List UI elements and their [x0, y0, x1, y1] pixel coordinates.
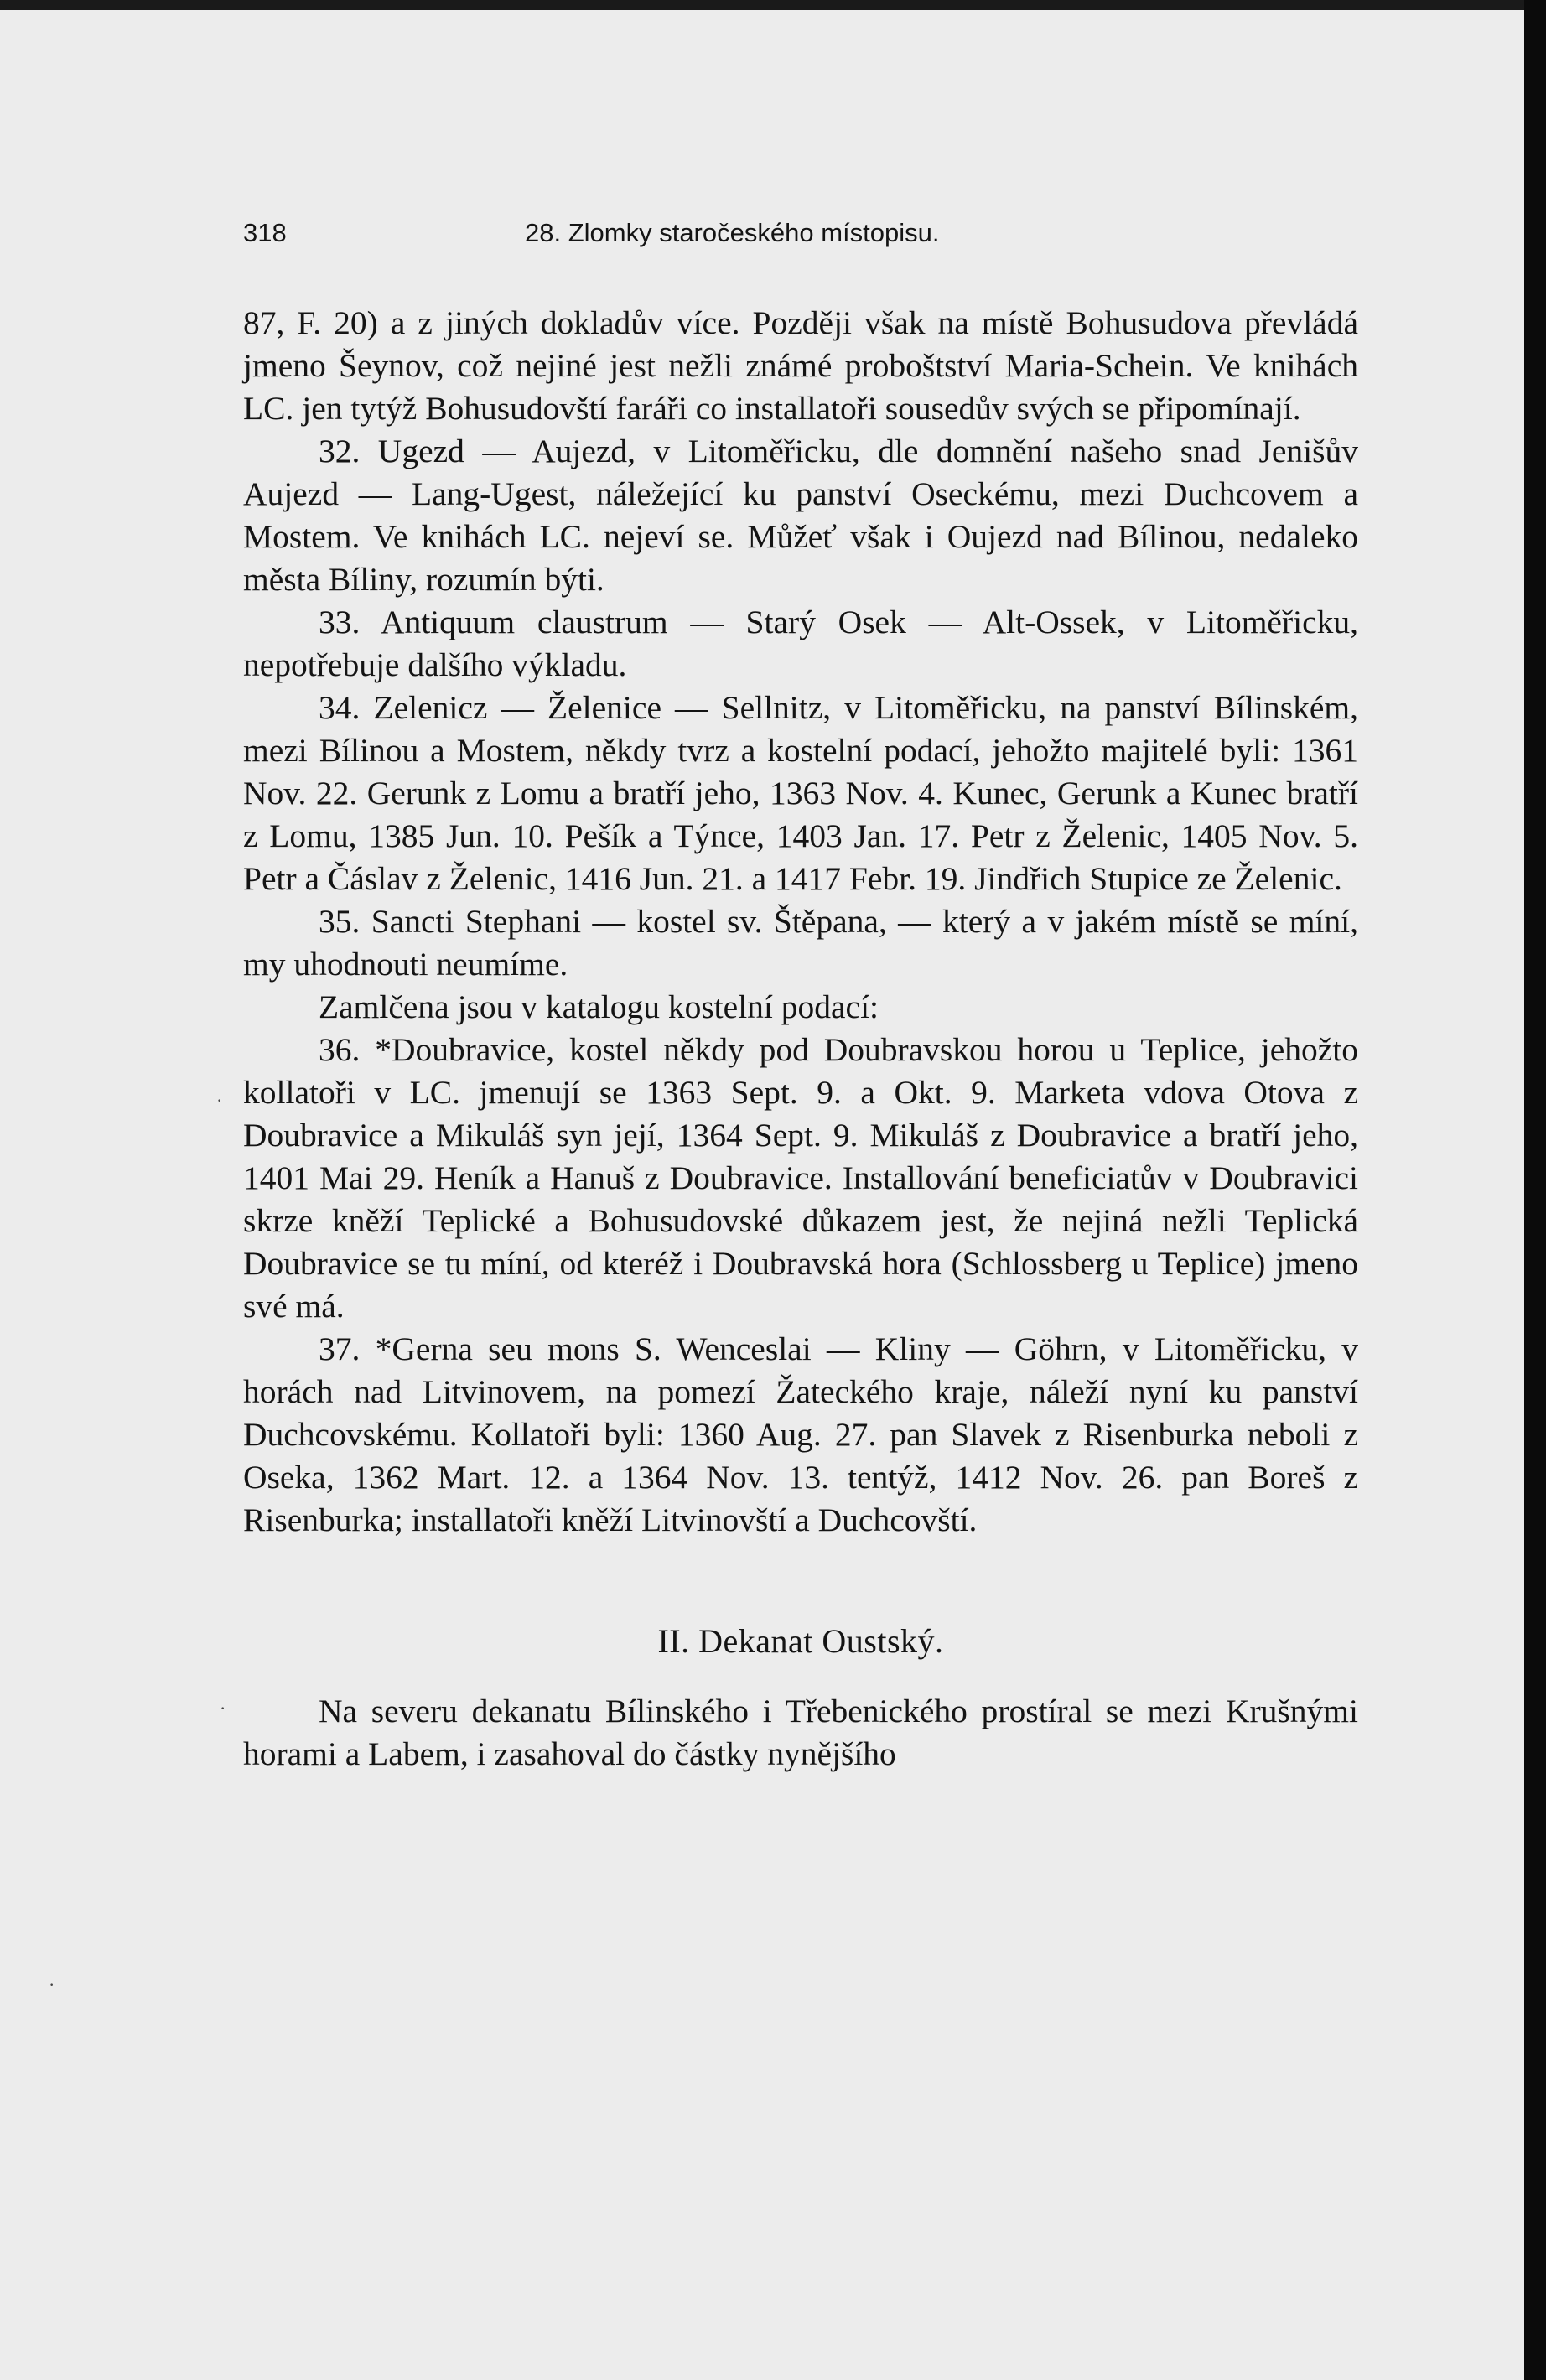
paragraph-34: 34. Zelenicz — Želenice — Sellnitz, v Litoměřicku, na panství Bílinském, mezi Bílinou a Mostem, někdy tvrz a kostelní podací, jehožto majitelé byli: 1361 Nov. 22. Gerunk z Lomu a bratří jeho, 1363 Nov. 4. Kunec, Gerunk a Kunec bratří z Lomu, 1385 Jun. 10. Pešík a Týnce, 1403 Jan. 17. Petr z Želenic, 1405 Nov. 5. Petr a Čáslav z Želenic, 1416 Jun. 21. a 1417 Febr. 19. Jindřich Stupice ze Želenic.: [243, 689, 1358, 897]
scan-speck: ·: [49, 1974, 55, 1995]
paragraph-33: 33. Antiquum claustrum — Starý Osek — Alt-Ossek, v Litoměřicku, nepotřebuje dalšího výkladu.: [243, 604, 1358, 683]
paragraph-37: 37. *Gerna seu mons S. Wenceslai — Kliny — Göhrn, v Litoměřicku, v horách nad Litvinovem, na pomezí Žateckého kraje, náleží nyní ku panství Duchcovskému. Kollatoři byli: 1360 Aug. 27. pan Slavek z Risenburka neboli z Oseka, 1362 Mart. 12. a 1364 Nov. 13. tentýž, 1412 Nov. 26. pan Boreš z Risenburka; installatoři kněží Litvinovští a Duchcovští.: [243, 1330, 1358, 1538]
book-page: [243, 214, 1358, 1776]
page-number: 318: [243, 217, 287, 247]
scan-right-edge: [1524, 0, 1546, 2380]
scan-speck: ·: [220, 1698, 226, 1719]
paragraph-32: 32. Ugezd — Aujezd, v Litoměřicku, dle domnění našeho snad Jenišův Aujezd — Lang-Ugest, náležející ku panství Oseckému, mezi Duchcovem a Mostem. Ve knihách LC. nejeví se. Můžeť však i Oujezd nad Bílinou, nedaleko města Bíliny, rozumín býti.: [243, 433, 1358, 598]
running-header: [243, 214, 1358, 251]
running-title: 28. Zlomky staročeského místopisu.: [525, 217, 940, 247]
paragraph-36: 36. *Doubravice, kostel někdy pod Doubravskou horou u Teplice, jehožto kollatoři v LC. jmenují se 1363 Sept. 9. a Okt. 9. Marketa vdova Otova z Doubravice a Mikuláš syn její, 1364 Sept. 9. Mikuláš z Doubravice a bratří jeho, 1401 Mai 29. Heník a Hanuš z Doubravice. Installování beneficiatův v Doubravici skrze kněží Teplické a Bohusudovské důkazem jest, že nejiná nežli Teplická Doubravice se tu míní, od kteréž i Doubravská hora (Schlossberg u Teplice) jmeno své má.: [243, 1031, 1358, 1325]
scan-top-edge: [0, 0, 1546, 10]
section-intro-paragraph: Na severu dekanatu Bílinského i Třebenického prostíral se mezi Krušnými horami a Labem, i zasahoval do částky nynějšího: [243, 1693, 1358, 1772]
paragraph-35: 35. Sancti Stephani — kostel sv. Štěpana, — který a v jakém místě se míní, my uhodnouti neumíme.: [243, 903, 1358, 983]
paragraph-31-continued: 87, F. 20) a z jiných dokladův více. Později však na místě Bohusudova převládá jmeno Šeynov, což nejiné jest nežli známé proboštství Maria-Schein. Ve knihách LC. jen tytýž Bohusudovští faráři co installatoři sousedův svých se připomínají.: [243, 304, 1358, 427]
paragraph-omitted-intro: Zamlčena jsou v katalogu kostelní podací:: [319, 988, 879, 1025]
scan-speck: ·: [216, 1090, 223, 1111]
section-heading: II. Dekanat Oustský.: [657, 1622, 944, 1660]
